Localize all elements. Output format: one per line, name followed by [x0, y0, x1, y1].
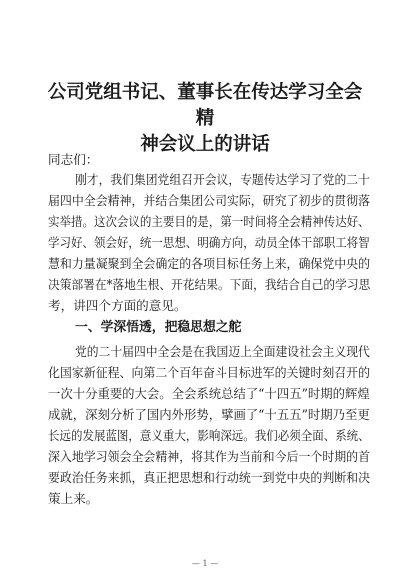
page-number: — 1 —	[191, 559, 219, 568]
paragraph-2-line: 策上来。	[48, 491, 99, 506]
paragraph-1-line: 决策部署在*落地生根、开花结果。下面，我结合自己的学习思	[48, 277, 371, 292]
paragraph-1-line: 慧和力量凝聚到全会确定的各项目标任务上来，确保党中央的	[48, 256, 371, 271]
paragraph-2-line: 长远的发展蓝图，意义重大，影响深远。我们必须全面、系统、	[48, 428, 370, 443]
section-heading-1: 一、学深悟透，把稳思想之舵	[75, 320, 242, 335]
paragraph-1-line: 学习好、领会好，统一思想、明确方向，动员全体干部职工将智	[48, 235, 370, 250]
paragraph-1-line: 考，讲四个方面的意见。	[48, 298, 187, 313]
paragraph-2-line: 要政治任务来抓，真正把思想和行动统一到党中央的判断和决	[48, 470, 371, 485]
salutation: 同志们：	[48, 152, 99, 167]
paragraph-1-line: 届四中全会精神，并结合集团公司实际，研究了初步的贯彻落	[48, 193, 371, 208]
paragraph-2-line: 成就，深刻分析了国内外形势，擘画了“十五五”时期乃至更	[48, 407, 370, 422]
paragraph-2-line: 化国家新征程、向第二个百年奋斗目标进军的关键时刻召开的	[48, 365, 371, 380]
paragraph-2-line: 一次十分重要的大会。全会系统总结了“十四五”时期的辉煌	[48, 386, 370, 401]
document-title	[40, 80, 370, 158]
title-line-2: 神会议上的讲话	[140, 134, 270, 155]
paragraph-1-line: 实举措。这次会议的主要目的是，第一时间将全会精神传达好、	[48, 214, 370, 229]
paragraph-2-line: 深入地学习领会全会精神，将其作为当前和今后一个时期的首	[48, 449, 371, 464]
paragraph-1-line: 刚才，我们集团党组召开会议，专题传达学习了党的二十	[75, 172, 370, 187]
paragraph-2-line: 党的二十届四中全会是在我国迈上全面建设社会主义现代	[75, 344, 370, 359]
title-line-1: 公司党组书记、董事长在传达学习全会精	[47, 82, 363, 129]
